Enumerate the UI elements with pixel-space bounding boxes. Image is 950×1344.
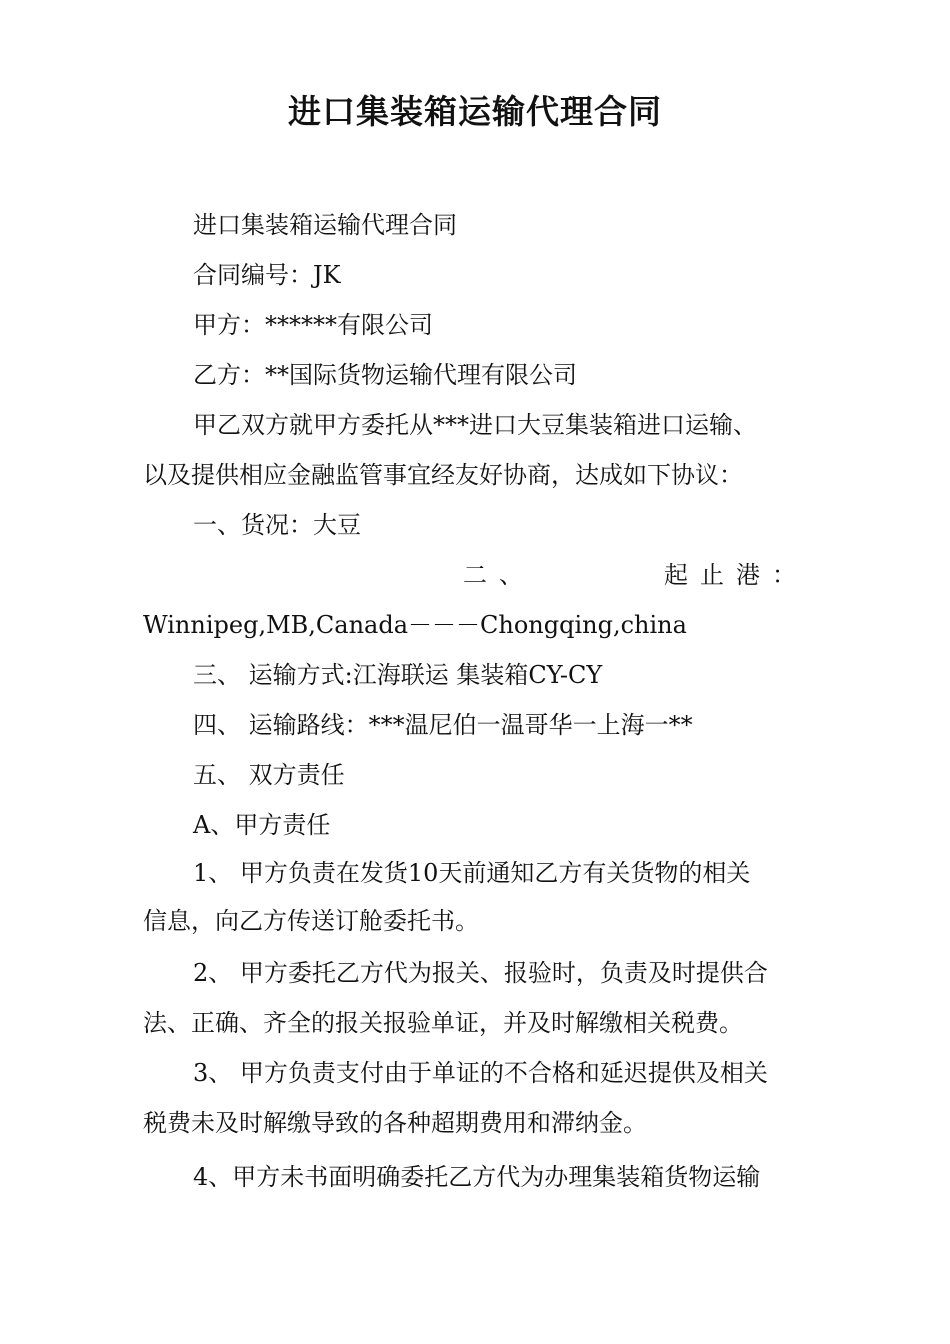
- clause-2-ports-value: Winnipeg,MB,Canada－－－Chongqing,china: [143, 611, 687, 639]
- item-3-line-1: 3、 甲方负责支付由于单证的不合格和延迟提供及相关: [193, 1059, 768, 1087]
- clause-2-number: 二、: [463, 561, 535, 589]
- item-1-line-2: 信息，向乙方传送订舱委托书。: [143, 907, 479, 935]
- preamble-line-2: 以及提供相应金融监管事宜经友好协商，达成如下协议：: [143, 461, 743, 489]
- contract-name-line: 进口集装箱运输代理合同: [193, 211, 457, 239]
- item-3-line-2: 税费未及时解缴导致的各种超期费用和滞纳金。: [143, 1109, 647, 1137]
- item-1-line-1: 1、 甲方负责在发货10天前通知乙方有关货物的相关: [193, 859, 751, 887]
- section-a-heading: A、甲方责任: [193, 811, 331, 839]
- item-2-line-1: 2、 甲方委托乙方代为报关、报验时，负责及时提供合: [193, 959, 768, 987]
- clause-2-ports-heading: [463, 557, 808, 593]
- contract-number-line: 合同编号：JK: [193, 261, 341, 289]
- clause-4-route: 四、 运输路线：***温尼伯一温哥华一上海一**: [193, 711, 693, 739]
- clause-2-label: 起止港：: [664, 561, 808, 589]
- party-b-line: 乙方：**国际货物运输代理有限公司: [193, 361, 577, 389]
- item-4-line-1: 4、甲方未书面明确委托乙方代为办理集装箱货物运输: [193, 1163, 761, 1191]
- clause-5-responsibilities: 五、 双方责任: [193, 761, 345, 789]
- clause-1-cargo: 一、货况：大豆: [193, 511, 361, 539]
- party-a-line: 甲方：******有限公司: [193, 311, 433, 339]
- document-title: 进口集装箱运输代理合同: [288, 92, 662, 131]
- preamble-line-1: 甲乙双方就甲方委托从***进口大豆集装箱进口运输、: [193, 411, 757, 439]
- item-2-line-2: 法、正确、齐全的报关报验单证，并及时解缴相关税费。: [143, 1009, 743, 1037]
- clause-3-transport-mode: 三、 运输方式:江海联运 集装箱CY-CY: [193, 661, 603, 689]
